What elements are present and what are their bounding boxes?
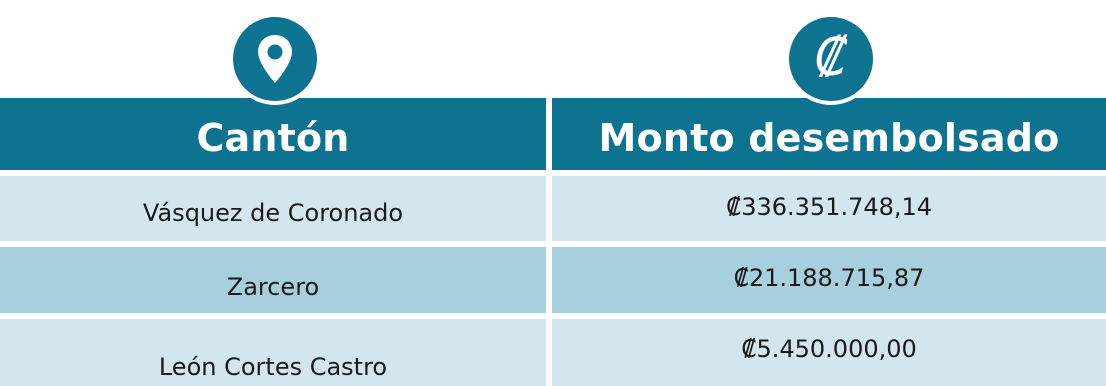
amount-cell: ₡21.188.715,87 <box>733 264 925 292</box>
table-row <box>552 176 1106 241</box>
canton-cell: Zarcero <box>226 273 320 301</box>
amount-cell: ₡336.351.748,14 <box>725 192 933 221</box>
canton-header-label: Cantón <box>196 116 350 160</box>
table-row <box>552 247 1106 313</box>
canton-cell: Vásquez de Coronado <box>142 198 404 227</box>
table-row <box>0 319 546 386</box>
colon-currency-icon: ₡ <box>814 28 848 88</box>
amount-badge <box>785 13 877 105</box>
table-row <box>0 176 546 241</box>
table-row <box>552 319 1106 386</box>
table-row <box>0 247 546 313</box>
canton-badge <box>229 13 321 105</box>
amount-cell: ₡5.450.000,00 <box>741 334 917 363</box>
canton-header <box>0 98 546 170</box>
amount-header <box>552 98 1106 170</box>
canton-cell: León Cortes Castro <box>158 352 388 381</box>
amount-header-label: Monto desembolsado <box>598 116 1060 160</box>
location-pin-icon <box>256 33 294 85</box>
